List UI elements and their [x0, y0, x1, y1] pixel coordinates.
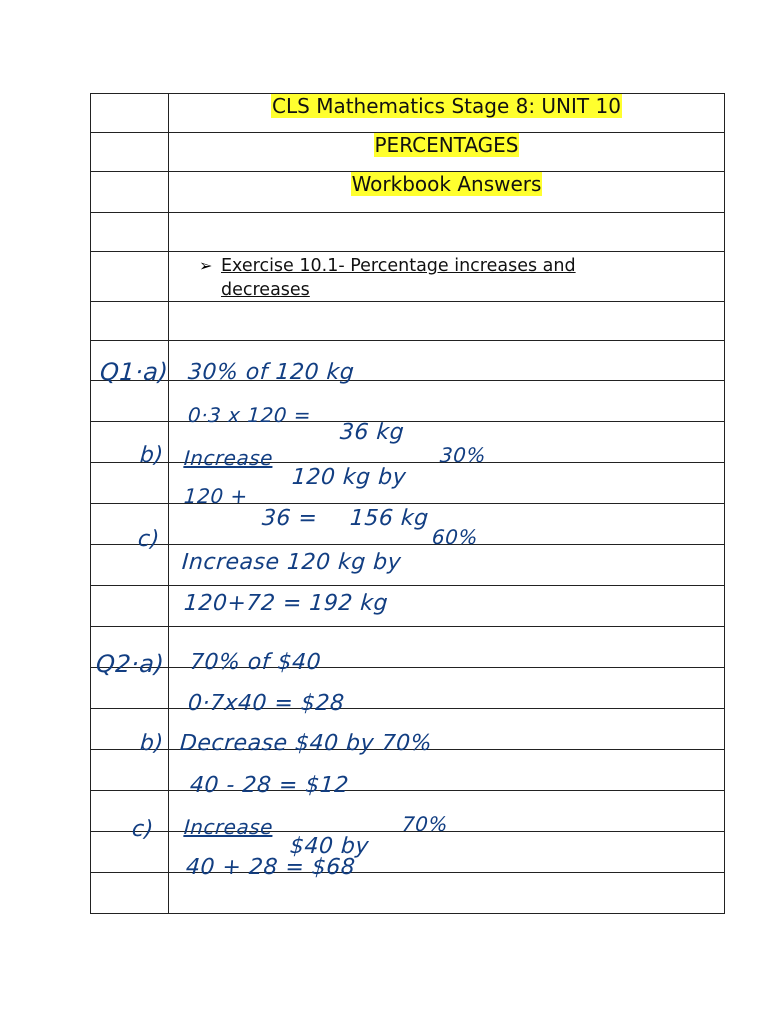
q1b-line3: 36 = [261, 506, 319, 531]
q1a-line2: 0·3 x 120 = [187, 403, 312, 427]
q2c-qty: $40 by [289, 834, 370, 859]
q1b-qty: 120 kg by [291, 465, 408, 490]
left-cell [91, 94, 169, 133]
exercise-cell [169, 252, 725, 302]
q1c-label: c) [137, 527, 161, 552]
q2b-label: b) [139, 731, 165, 756]
exercise-heading-line2: decreases [221, 280, 310, 300]
q2c-label: c) [131, 817, 155, 842]
q2c-line2: 40 + 28 = $68 [185, 855, 357, 880]
left-cell [91, 252, 169, 302]
blank-cell [169, 213, 725, 252]
q1b-line2: 120 + [183, 484, 249, 508]
q1b-line1: Increase [183, 446, 274, 470]
q2c-line1: Increase [183, 815, 274, 839]
q1a-line1: 30% of 120 kg [187, 360, 356, 385]
q1b-result: 156 kg [349, 506, 430, 531]
subtitle-cell [169, 133, 725, 172]
exercise-heading-line1: Exercise 10.1- Percentage increases and [221, 256, 576, 276]
q1b-label: b) [139, 443, 165, 468]
q1a-result: 36 kg [339, 420, 406, 445]
q2-label: Q2·a) [95, 650, 166, 678]
unit-subtitle: PERCENTAGES [374, 133, 519, 157]
q2a-line2: 0·7x40 = $28 [187, 691, 346, 716]
left-cell [91, 133, 169, 172]
q1-label: Q1·a) [99, 358, 170, 386]
left-cell [91, 381, 169, 422]
q2a-line1: 70% of $40 [189, 650, 322, 675]
left-cell [91, 873, 169, 914]
q2c-pct: 70% [401, 812, 449, 836]
bullet-arrow-icon: ➢ [199, 256, 213, 275]
left-cell [91, 302, 169, 341]
q1b-pct: 30% [439, 443, 487, 467]
doc-type-label: Workbook Answers [351, 172, 542, 196]
q1c-pct: 60% [431, 525, 479, 549]
q1c-line2: 120+72 = 192 kg [183, 591, 389, 616]
exercise-heading [221, 254, 651, 302]
left-cell [91, 832, 169, 873]
left-cell [91, 213, 169, 252]
blank-cell [169, 302, 725, 341]
left-cell [91, 463, 169, 504]
q2b-line1: Decrease $40 by 70% [179, 731, 433, 756]
q2b-line2: 40 - 28 = $12 [189, 773, 350, 798]
left-cell [91, 791, 169, 832]
left-cell [91, 586, 169, 627]
doc-type-cell [169, 172, 725, 213]
page-title: CLS Mathematics Stage 8: UNIT 10 [272, 94, 621, 118]
q1c-line1: Increase 120 kg by [181, 550, 403, 575]
left-cell [91, 172, 169, 213]
title-cell [169, 94, 725, 133]
